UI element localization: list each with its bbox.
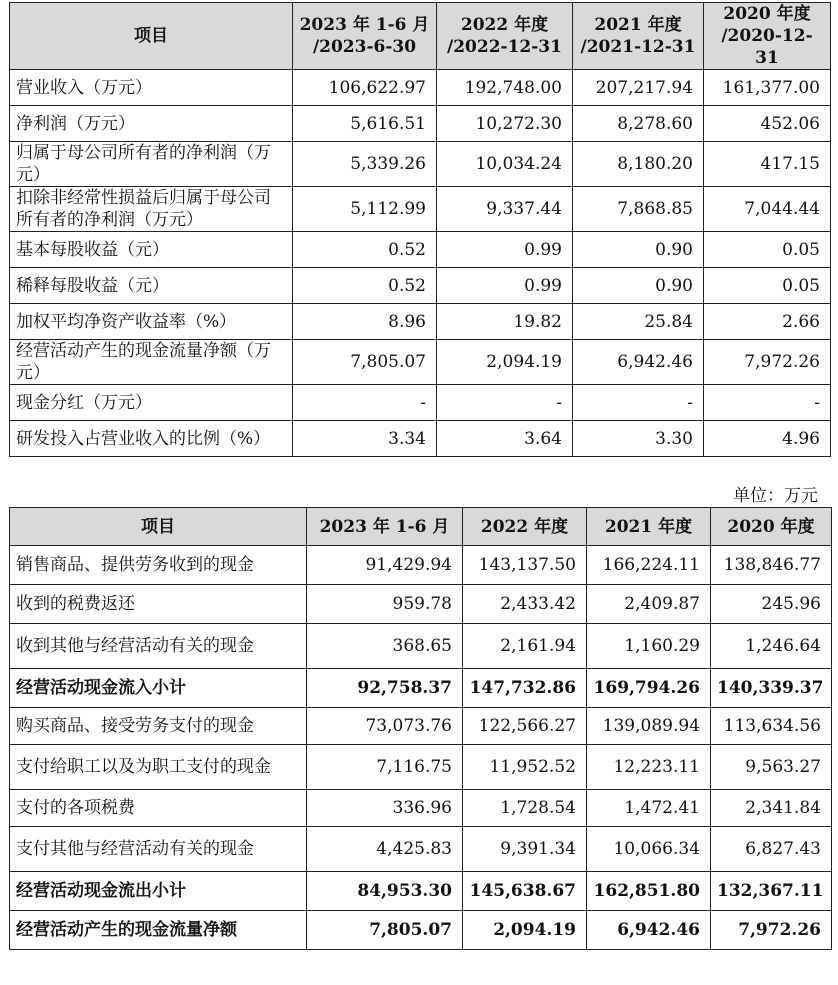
header-2023h1: 2023 年 1-6 月 /2023-6-30 — [293, 3, 437, 70]
cell-value: 3.34 — [293, 421, 437, 457]
cell-value: 166,224.11 — [587, 546, 711, 585]
cell-value: 417.15 — [704, 142, 831, 187]
cell-value: - — [437, 385, 573, 421]
table-row — [10, 790, 832, 827]
row-label: 营业收入（万元） — [10, 70, 293, 106]
cell-value: 145,638.67 — [463, 872, 587, 911]
row-label: 支付其他与经营活动有关的现金 — [10, 827, 307, 872]
cell-value: 0.05 — [704, 268, 831, 304]
cell-value: 2,341.84 — [711, 790, 832, 827]
row-label: 研发投入占营业收入的比例（%） — [10, 421, 293, 457]
financial-summary-table — [9, 2, 831, 457]
cell-value: 1,472.41 — [587, 790, 711, 827]
cell-value: 7,116.75 — [307, 745, 463, 790]
row-label: 稀释每股收益（元） — [10, 268, 293, 304]
table-row — [10, 911, 832, 950]
cell-value: 6,942.46 — [587, 911, 711, 950]
cell-value: 9,563.27 — [711, 745, 832, 790]
cell-value: 2.66 — [704, 304, 831, 340]
cell-value: 143,137.50 — [463, 546, 587, 585]
row-label: 销售商品、提供劳务收到的现金 — [10, 546, 307, 585]
cell-value: 6,942.46 — [573, 340, 704, 385]
header-2021: 2021 年度 — [587, 508, 711, 546]
cell-value: 122,566.27 — [463, 708, 587, 745]
cell-value: 132,367.11 — [711, 872, 832, 911]
table-header-row — [10, 508, 832, 546]
row-label: 收到其他与经营活动有关的现金 — [10, 624, 307, 669]
cell-value: 2,409.87 — [587, 585, 711, 624]
cell-value: 7,972.26 — [711, 911, 832, 950]
table-row — [10, 340, 831, 385]
cell-value: 8,278.60 — [573, 106, 704, 142]
table-row — [10, 872, 832, 911]
cell-value: 139,089.94 — [587, 708, 711, 745]
row-label: 收到的税费返还 — [10, 585, 307, 624]
cell-value: 7,805.07 — [307, 911, 463, 950]
cell-value: 5,112.99 — [293, 187, 437, 232]
table-row — [10, 745, 832, 790]
cell-value: 9,337.44 — [437, 187, 573, 232]
table-row — [10, 624, 832, 669]
cell-value: 25.84 — [573, 304, 704, 340]
cell-value: 7,868.85 — [573, 187, 704, 232]
cell-value: 452.06 — [704, 106, 831, 142]
cell-value: 10,066.34 — [587, 827, 711, 872]
cell-value: 10,272.30 — [437, 106, 573, 142]
cell-value: 5,616.51 — [293, 106, 437, 142]
cell-value: 140,339.37 — [711, 669, 832, 708]
row-label: 购买商品、接受劳务支付的现金 — [10, 708, 307, 745]
cell-value: 10,034.24 — [437, 142, 573, 187]
row-label: 扣除非经常性损益后归属于母公司所有者的净利润（万元） — [10, 187, 293, 232]
cell-value: 4,425.83 — [307, 827, 463, 872]
cell-value: 0.90 — [573, 232, 704, 268]
table-header-row — [10, 3, 831, 70]
cell-value: 207,217.94 — [573, 70, 704, 106]
table-row — [10, 106, 831, 142]
cell-value: 7,972.26 — [704, 340, 831, 385]
table-row — [10, 187, 831, 232]
cell-value: 0.05 — [704, 232, 831, 268]
table-row — [10, 708, 832, 745]
cell-value: 162,851.80 — [587, 872, 711, 911]
cell-value: 169,794.26 — [587, 669, 711, 708]
cell-value: 7,805.07 — [293, 340, 437, 385]
row-label: 归属于母公司所有者的净利润（万元） — [10, 142, 293, 187]
row-label: 支付给职工以及为职工支付的现金 — [10, 745, 307, 790]
cell-value: - — [704, 385, 831, 421]
cell-value: 5,339.26 — [293, 142, 437, 187]
cell-value: 73,073.76 — [307, 708, 463, 745]
cell-value: 959.78 — [307, 585, 463, 624]
cell-value: 161,377.00 — [704, 70, 831, 106]
cell-value: 8.96 — [293, 304, 437, 340]
cell-value: 0.52 — [293, 232, 437, 268]
table-row — [10, 385, 831, 421]
cell-value: 4.96 — [704, 421, 831, 457]
cell-value: 3.30 — [573, 421, 704, 457]
cell-value: 7,044.44 — [704, 187, 831, 232]
row-label: 经营活动现金流出小计 — [10, 872, 307, 911]
cell-value: 113,634.56 — [711, 708, 832, 745]
header-2022: 2022 年度 /2022-12-31 — [437, 3, 573, 70]
cell-value: 2,161.94 — [463, 624, 587, 669]
row-label: 经营活动现金流入小计 — [10, 669, 307, 708]
table-row — [10, 827, 832, 872]
row-label: 现金分红（万元） — [10, 385, 293, 421]
header-item: 项目 — [10, 508, 307, 546]
cell-value: 0.99 — [437, 268, 573, 304]
cell-value: 91,429.94 — [307, 546, 463, 585]
cell-value: 1,246.64 — [711, 624, 832, 669]
cell-value: 1,728.54 — [463, 790, 587, 827]
header-2020: 2020 年度 /2020-12-31 — [704, 3, 831, 70]
cell-value: 0.99 — [437, 232, 573, 268]
cell-value: 84,953.30 — [307, 872, 463, 911]
table-row — [10, 268, 831, 304]
cell-value: 336.96 — [307, 790, 463, 827]
header-2022: 2022 年度 — [463, 508, 587, 546]
table-row — [10, 669, 832, 708]
table-row — [10, 70, 831, 106]
cell-value: 147,732.86 — [463, 669, 587, 708]
row-label: 支付的各项税费 — [10, 790, 307, 827]
cell-value: - — [573, 385, 704, 421]
cell-value: 9,391.34 — [463, 827, 587, 872]
cell-value: 12,223.11 — [587, 745, 711, 790]
cell-value: 0.90 — [573, 268, 704, 304]
row-label: 经营活动产生的现金流量净额（万元） — [10, 340, 293, 385]
cell-value: 138,846.77 — [711, 546, 832, 585]
cell-value: 2,094.19 — [437, 340, 573, 385]
table-row — [10, 304, 831, 340]
table-row — [10, 421, 831, 457]
cell-value: 2,433.42 — [463, 585, 587, 624]
cell-value: 106,622.97 — [293, 70, 437, 106]
row-label: 基本每股收益（元） — [10, 232, 293, 268]
header-2023h1: 2023 年 1-6 月 — [307, 508, 463, 546]
cell-value: 8,180.20 — [573, 142, 704, 187]
row-label: 净利润（万元） — [10, 106, 293, 142]
header-2021: 2021 年度 /2021-12-31 — [573, 3, 704, 70]
table-row — [10, 585, 832, 624]
cell-value: 6,827.43 — [711, 827, 832, 872]
row-label: 加权平均净资产收益率（%） — [10, 304, 293, 340]
cell-value: 11,952.52 — [463, 745, 587, 790]
table-row — [10, 232, 831, 268]
cell-value: 245.96 — [711, 585, 832, 624]
table-row — [10, 546, 832, 585]
table-row — [10, 142, 831, 187]
cell-value: 2,094.19 — [463, 911, 587, 950]
header-2020: 2020 年度 — [711, 508, 832, 546]
cell-value: 0.52 — [293, 268, 437, 304]
header-item: 项目 — [10, 3, 293, 70]
cash-flow-table — [9, 507, 832, 950]
cell-value: - — [293, 385, 437, 421]
cell-value: 1,160.29 — [587, 624, 711, 669]
cell-value: 192,748.00 — [437, 70, 573, 106]
row-label: 经营活动产生的现金流量净额 — [10, 911, 307, 950]
cell-value: 3.64 — [437, 421, 573, 457]
cell-value: 19.82 — [437, 304, 573, 340]
cell-value: 92,758.37 — [307, 669, 463, 708]
cell-value: 368.65 — [307, 624, 463, 669]
unit-label: 单位：万元 — [733, 486, 818, 506]
